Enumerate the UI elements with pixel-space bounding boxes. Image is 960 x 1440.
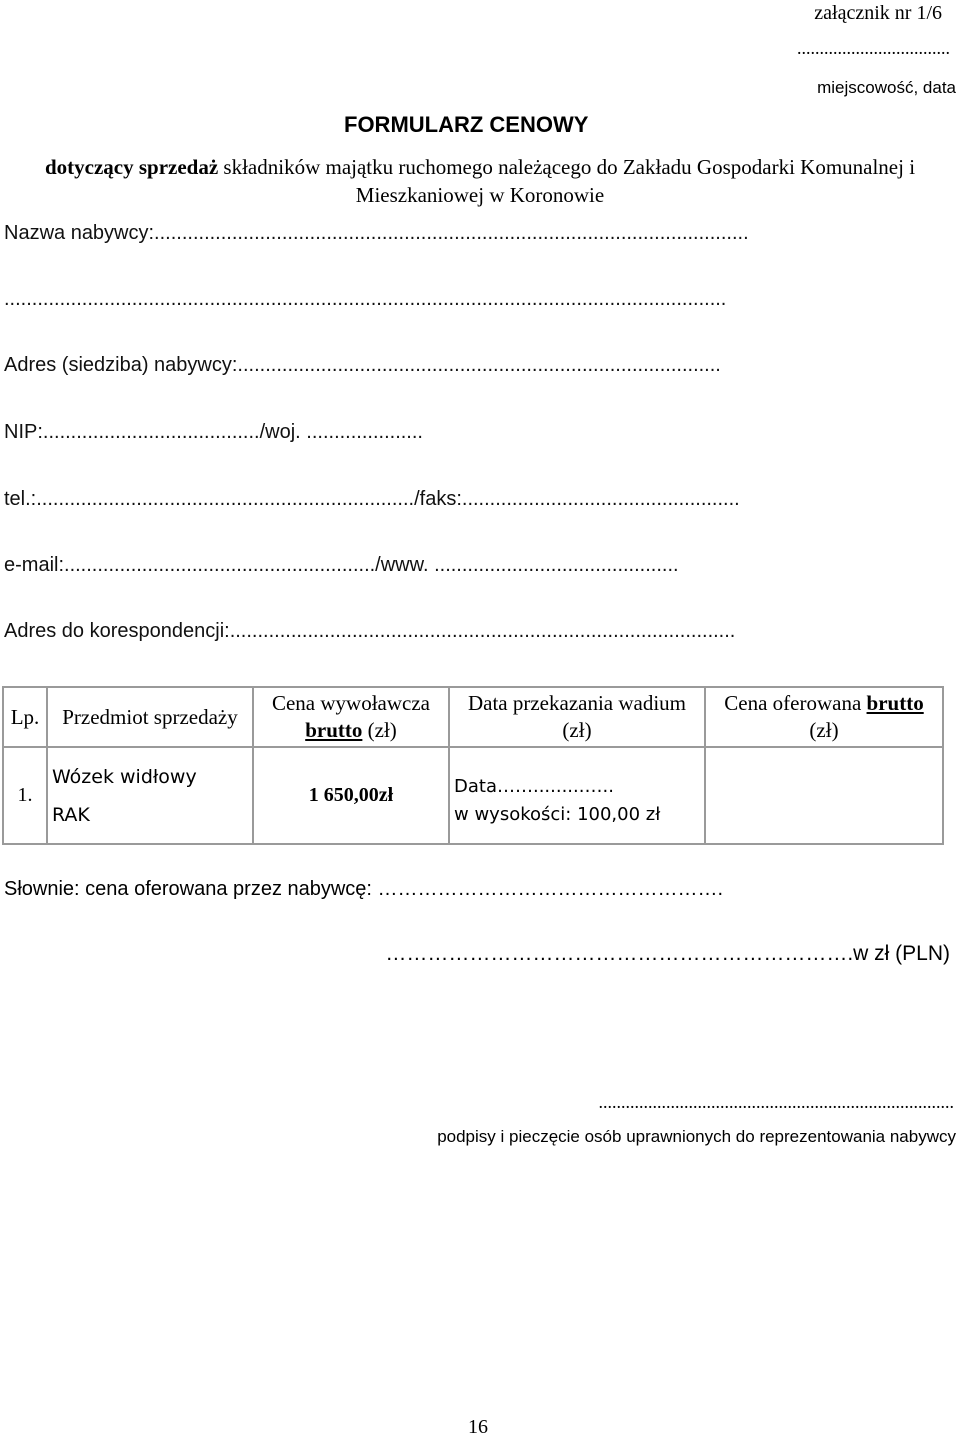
item-name: Wózek widłowy bbox=[52, 765, 197, 788]
subtitle-bold: dotyczący sprzedaż bbox=[44, 155, 219, 179]
item-model: RAK bbox=[52, 803, 90, 826]
header-offered-price bbox=[705, 687, 943, 747]
nip-voivodeship-field[interactable]: NIP:......................................./woj. ..................... bbox=[4, 421, 423, 443]
header-starting-price bbox=[253, 687, 449, 747]
header-offer-main: Cena oferowana bbox=[724, 691, 867, 715]
cell-item bbox=[47, 747, 253, 844]
header-item: Przedmiot sprzedaży bbox=[47, 687, 253, 747]
cell-lp: 1. bbox=[3, 747, 47, 844]
header-offer-bold: brutto bbox=[866, 691, 924, 715]
price-in-words-currency-line[interactable]: ………………………………………………………….w zł (PLN) bbox=[385, 942, 950, 965]
phone-fax-field[interactable]: tel.:..................................................................../faks:.................................................. bbox=[4, 488, 740, 510]
page-number: 16 bbox=[468, 1416, 488, 1438]
price-table bbox=[2, 686, 944, 845]
signature-dots[interactable]: ............................................................................... bbox=[598, 1092, 954, 1112]
table-row bbox=[3, 747, 943, 844]
signature-label: podpisy i pieczęcie osób uprawnionych do reprezentowania nabywcy bbox=[437, 1127, 956, 1146]
annex-number: załącznik nr 1/6 bbox=[814, 2, 942, 24]
place-date-label: miejscowość, data bbox=[817, 78, 956, 97]
buyer-address-field[interactable]: Adres (siedziba) nabywcy:....................................................................................... bbox=[4, 354, 721, 376]
place-date-dots[interactable]: .................................. bbox=[797, 38, 950, 58]
header-deposit: Data przekazania wadium (zł) bbox=[449, 687, 705, 747]
buyer-name-continuation-field[interactable]: .................................................................................................................................. bbox=[4, 288, 727, 310]
deposit-date[interactable]: Data…….........….. bbox=[454, 775, 614, 797]
header-price-unit: (zł) bbox=[362, 718, 397, 742]
buyer-name-field[interactable]: Nazwa nabywcy:........................................................................................................... bbox=[4, 222, 749, 244]
header-offer-unit: (zł) bbox=[809, 718, 839, 742]
form-title: FORMULARZ CENOWY bbox=[344, 112, 589, 137]
form-subtitle bbox=[0, 153, 960, 209]
header-lp: Lp. bbox=[3, 687, 47, 747]
subtitle-rest: składników majątku ruchomego należącego do Zakładu Gospodarki Komunalnej i Mieszkaniowej w Koronowie bbox=[218, 155, 916, 207]
cell-starting-price: 1 650,00zł bbox=[253, 747, 449, 844]
header-price-main: Cena wywoławcza bbox=[271, 691, 430, 715]
correspondence-address-field[interactable]: Adres do korespondencji:........................................................................................... bbox=[4, 620, 736, 642]
cell-deposit bbox=[449, 747, 705, 844]
cell-offered-price[interactable] bbox=[705, 747, 943, 844]
price-in-words-field[interactable]: Słownie: cena oferowana przez nabywcę: ……………………………………………. bbox=[4, 878, 724, 900]
deposit-amount: w wysokości: 100,00 zł bbox=[454, 803, 661, 825]
header-price-bold: brutto bbox=[305, 718, 363, 742]
email-www-field[interactable]: e-mail:......................................................../www. ............................................ bbox=[4, 554, 679, 576]
table-header-row bbox=[3, 687, 943, 747]
